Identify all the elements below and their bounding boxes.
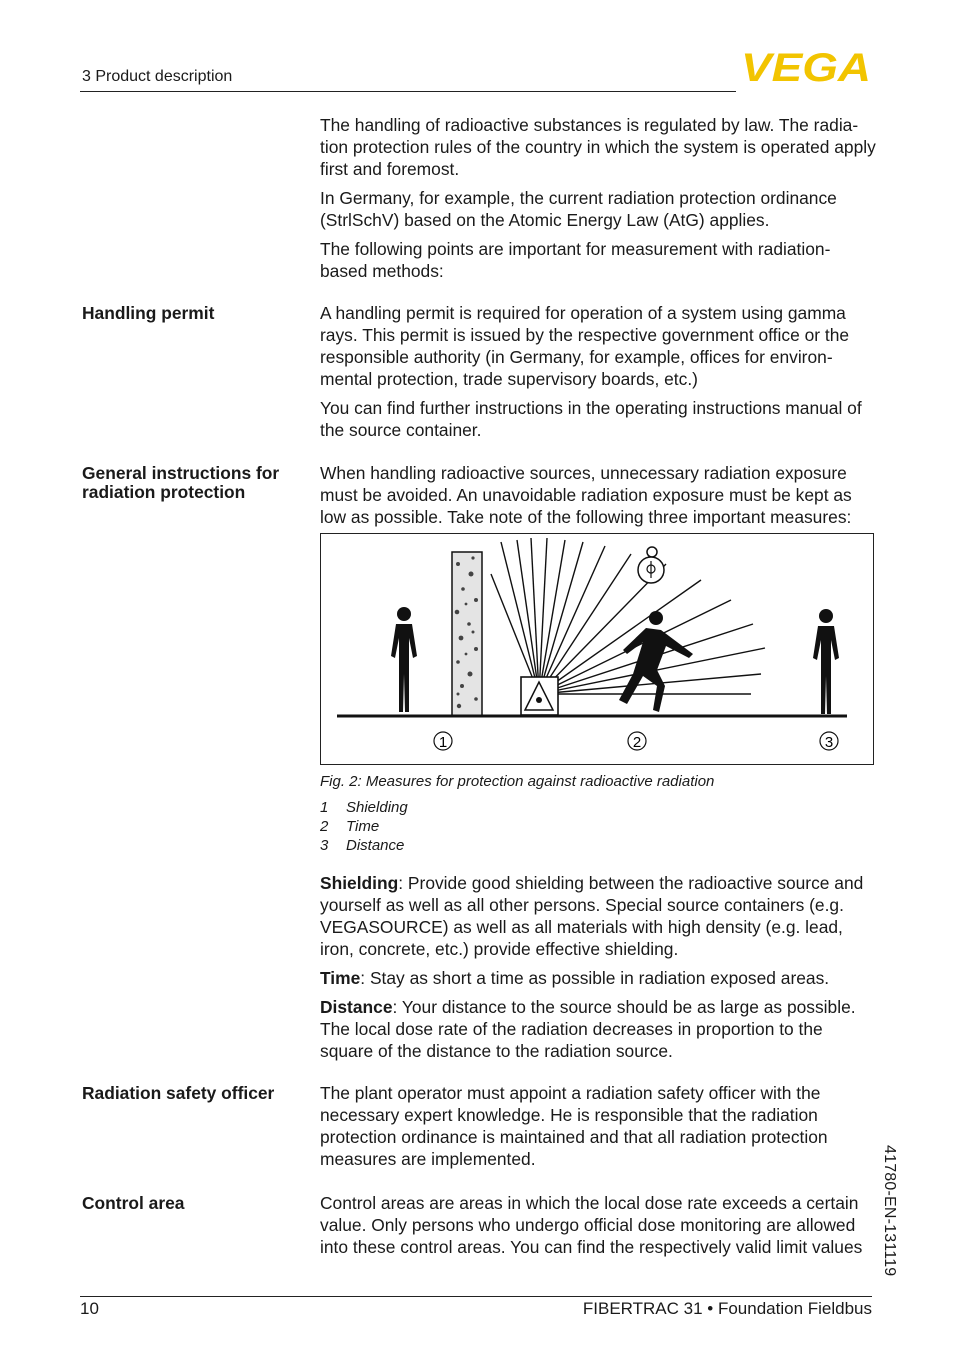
heading-handling-permit: Handling permit <box>82 303 215 323</box>
control-area-text <box>320 1192 876 1265</box>
handling-permit-paragraph: A handling permit is required for operation of a system using gamma rays. This permit is issued by the respective government office or the responsible authority (in Germany, for example, offices for environ-mental protection, trade supervisory boards, etc.) <box>320 303 850 389</box>
time-paragraph: Time: Stay as short a time as possible in radiation exposed areas. <box>320 968 830 988</box>
intro-paragraph: In Germany, for example, the current radiation protection ordinance (StrlSchV) based on the Atomic Energy Law (AtG) applies. <box>320 188 837 230</box>
safety-officer-paragraph: The plant operator must appoint a radiation safety officer with the necessary expert knowledge. He is responsible that the radiation protection ordinance is maintained and that all radiation protection measures are implemented. <box>320 1083 828 1169</box>
vega-logo <box>741 50 873 84</box>
svg-text:2: 2 <box>632 734 642 751</box>
handling-permit-paragraph: You can find further instructions in the operating instructions manual of the source container. <box>320 398 862 440</box>
figure-caption: Fig. 2: Measures for protection against radioactive radiation <box>320 773 715 790</box>
general-paragraph: When handling radioactive sources, unnecessary radiation exposure must be avoided. An unavoidable radiation exposure must be kept as low as possible. Take note of the following three important measures: <box>320 463 852 527</box>
handling-permit-text <box>320 302 876 448</box>
safety-officer-text <box>320 1082 876 1177</box>
legend-item: 2 Time <box>320 818 380 835</box>
figure-legend <box>320 798 408 855</box>
measures-text <box>320 872 876 1069</box>
person-distance-icon <box>813 609 839 714</box>
distance-paragraph: Distance: Your distance to the source should be as large as possible. The local dose rate of the radiation decreases in proportion to the square of the distance to the radiation source. <box>320 997 856 1061</box>
document-code: 41780-EN-131119 <box>881 1145 898 1277</box>
header-rule <box>80 91 736 92</box>
intro-paragraph: The following points are important for measurement with radiation-based methods: <box>320 239 831 281</box>
stopwatch-icon <box>638 547 664 583</box>
shielding-paragraph: Shielding: Provide good shielding between the radioactive source and yourself as well as all other persons. Special source containers (e.g. VEGASOURCE) as well as all materials with high density (e.g. lead, iron, concrete, etc.) provide effective shielding. <box>320 873 864 959</box>
legend-item: 3 Distance <box>320 837 405 854</box>
section-header: 3 Product description <box>82 68 233 85</box>
figure-marker-2 <box>628 732 646 751</box>
shielding-wall <box>452 552 482 716</box>
svg-text:3: 3 <box>824 734 834 751</box>
figure-marker-1 <box>434 732 452 751</box>
footer-title: FIBERTRAC 31 • Foundation Fieldbus <box>582 1299 872 1318</box>
page-number: 10 <box>80 1299 99 1318</box>
person-shielded-icon <box>391 607 417 712</box>
heading-general-instructions: General instructions for radiation protection <box>82 463 280 502</box>
figure-marker-3 <box>820 732 838 751</box>
person-running-icon <box>619 611 693 712</box>
figure-illustration <box>321 534 873 764</box>
vega-logo-text: VEGA <box>741 50 871 84</box>
heading-radiation-safety-officer: Radiation safety officer <box>82 1083 275 1103</box>
radiation-protection-figure <box>320 533 874 765</box>
radiation-rays <box>491 538 765 694</box>
footer-rule <box>80 1296 872 1297</box>
control-area-paragraph: Control areas are areas in which the local dose rate exceeds a certain value. Only persons who undergo official dose monitoring are allowed into these control areas. You can find the respectively valid limit values <box>320 1193 863 1257</box>
heading-control-area: Control area <box>82 1193 185 1213</box>
legend-item: 1 Shielding <box>320 799 408 816</box>
intro-text <box>320 114 876 289</box>
svg-text:1: 1 <box>438 734 448 751</box>
general-text <box>320 462 876 535</box>
intro-paragraph: The handling of radioactive substances is regulated by law. The radia-tion protection rules of the country in which the system is operated apply first and foremost. <box>320 115 876 179</box>
